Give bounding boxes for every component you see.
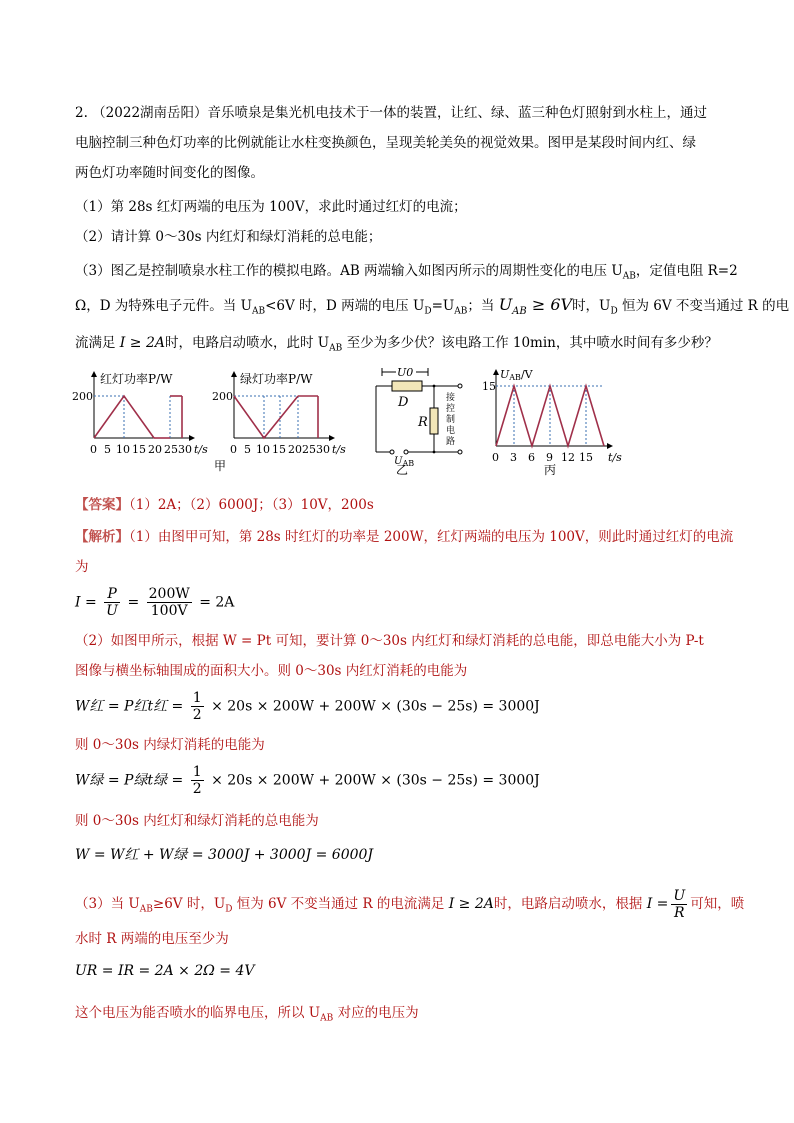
green-x-tick-30: 30 bbox=[316, 443, 330, 456]
analysis-tag: 【解析】 bbox=[75, 529, 129, 545]
green-x-tick-15: 15 bbox=[272, 443, 286, 456]
bing-x-tick-12: 12 bbox=[561, 451, 575, 464]
question-part-3-line-2: Ω，D 为特殊电子元件。当 $U_{AB}<6V$ 时，D 两端的电压 $U_D=U_{AB}$；当 $U_{AB} \ge 6V$时，$U_D$ 恒为 6V 不变当通过 R 的电 bbox=[75, 295, 790, 318]
equation-resistor-voltage: UR = IR = 2A × 2Ω = 4V bbox=[75, 963, 255, 979]
bing-y-title: UAB/V bbox=[500, 368, 533, 382]
analysis-line-2: 为 bbox=[75, 559, 89, 575]
figure-jia-label: 甲 bbox=[214, 459, 227, 473]
red-power-graph bbox=[72, 371, 208, 456]
analysis-part-2-line-4: 则 0～30s 内红灯和绿灯消耗的总电能为 bbox=[75, 813, 319, 829]
figure-bing-label: 丙 bbox=[544, 463, 557, 476]
bing-x-tick-0: 0 bbox=[492, 451, 499, 464]
bing-x-unit: t/s bbox=[608, 451, 622, 464]
red-x-tick-20: 20 bbox=[148, 443, 162, 456]
question-part-3-line-3: 流满足 I ≥ 2A时，电路启动喷水，此时 $U_{AB}$ 至少为多少伏？该电路工作 10min，其中喷水时间有多少秒？ bbox=[75, 335, 718, 354]
analysis-part-2-line-3: 则 0～30s 内绿灯消耗的电能为 bbox=[75, 737, 265, 753]
question-part-3-line-1: （3）图乙是控制喷泉水柱工作的模拟电路。AB 两端输入如图丙所示的周期性变化的电压 $U_{AB}$，定值电阻 R=2 bbox=[75, 263, 738, 282]
bing-x-tick-15: 15 bbox=[579, 451, 593, 464]
question-line-3: 两色灯功率随时间变化的图像。 bbox=[75, 165, 264, 181]
bing-x-tick-3: 3 bbox=[510, 451, 517, 464]
bing-x-tick-9: 9 bbox=[546, 451, 553, 464]
sub-ab: AB bbox=[251, 306, 266, 317]
green-graph-title: 绿灯功率P/W bbox=[240, 372, 313, 386]
answer-tag: 【答案】 bbox=[75, 497, 129, 513]
answer-text: （1）2A；（2）6000J；（3）10V，200s bbox=[129, 497, 374, 513]
svg-text:控: 控 bbox=[446, 404, 456, 414]
d-label: D bbox=[398, 395, 409, 410]
analysis-part-2-line-2: 图像与横坐标轴围成的面积大小。则 0～30s 内红灯消耗的电能为 bbox=[75, 663, 468, 679]
green-x-tick-20: 20 bbox=[288, 443, 302, 456]
svg-text:制: 制 bbox=[446, 415, 456, 425]
uab-label: $U_{AB}$ bbox=[394, 456, 415, 468]
d-component bbox=[392, 381, 422, 391]
figure-jia bbox=[68, 368, 358, 476]
answer-line bbox=[75, 496, 374, 514]
red-x-tick-25: 25 bbox=[164, 443, 178, 456]
green-x-tick-10: 10 bbox=[256, 443, 270, 456]
svg-text:电: 电 bbox=[446, 426, 456, 436]
green-x-tick-25: 25 bbox=[302, 443, 316, 456]
figure-bing bbox=[482, 366, 632, 476]
svg-text:接: 接 bbox=[446, 393, 456, 403]
analysis-part-3-line-2: 水时 R 两端的电压至少为 bbox=[75, 931, 229, 947]
equation-current: I = $\frac{P}{U}$ = $\frac{200W}{100V}$ = 2A bbox=[75, 586, 235, 619]
control-circuit-label bbox=[446, 391, 455, 447]
analysis-part-3-line-1: （3）当 $U_{AB}\ge 6V$ 时，$U_D$ 恒为 6V 不变当通过 R 的电流满足 I ≥ 2A时，电路启动喷水，根据 I = $\frac{U}{R}$ 可知，喷 bbox=[75, 888, 745, 921]
r-label: R bbox=[418, 415, 428, 430]
analysis-part-3-line-3: 这个电压为能否喷水的临界电压，所以 $U_{AB}$ 对应的电压为 bbox=[75, 1005, 419, 1024]
red-x-tick-30: 30 bbox=[178, 443, 192, 456]
red-y-tick: 200 bbox=[72, 390, 93, 403]
red-x-tick-10: 10 bbox=[116, 443, 130, 456]
bing-x-tick-6: 6 bbox=[528, 451, 535, 464]
question-line-1: 2. （2022湖南岳阳）音乐喷泉是集光机电技术于一体的装置，让红、绿、蓝三种色灯照射到水柱上，通过 bbox=[75, 105, 708, 121]
r-component bbox=[430, 408, 438, 434]
svg-text:路: 路 bbox=[446, 437, 456, 447]
green-power-graph bbox=[212, 371, 346, 456]
green-x-unit: t/s bbox=[332, 443, 346, 456]
red-x-unit: t/s bbox=[194, 443, 208, 456]
bing-y-tick: 15 bbox=[482, 380, 496, 393]
equation-red-energy: W红 = P红t红 = $\frac{1}{2}$ × 20s × 200W + 200W × (30s − 25s) = 3000J bbox=[75, 690, 540, 723]
u0-label: U0 bbox=[397, 366, 414, 379]
analysis-part-2-line-1: （2）如图甲所示，根据 W = Pt 可知，要计算 0～30s 内红灯和绿灯消耗的总电能，即总电能大小为 P-t bbox=[75, 633, 704, 649]
question-part-1: （1）第 28s 红灯两端的电压为 100V，求此时通过红灯的电流； bbox=[75, 199, 467, 215]
question-line-2: 电脑控制三种色灯功率的比例就能让水柱变换颜色，呈现美轮美奂的视觉效果。图甲是某段时间内红、绿 bbox=[75, 135, 696, 151]
figure-yi-label: 乙 bbox=[396, 463, 409, 476]
figure-yi bbox=[366, 364, 476, 476]
green-y-tick: 200 bbox=[212, 390, 233, 403]
red-x-tick-0: 0 bbox=[90, 443, 97, 456]
question-part-2: （2）请计算 0～30s 内红灯和绿灯消耗的总电能； bbox=[75, 229, 382, 245]
red-graph-title: 红灯功率P/W bbox=[100, 372, 173, 386]
green-x-tick-5: 5 bbox=[244, 443, 251, 456]
equation-green-energy: W绿 = P绿t绿 = $\frac{1}{2}$ × 20s × 200W + 200W × (30s − 25s) = 3000J bbox=[75, 764, 540, 797]
red-x-tick-15: 15 bbox=[132, 443, 146, 456]
green-x-tick-0: 0 bbox=[230, 443, 237, 456]
analysis-line-1: 【解析】（1）由图甲可知，第 28s 时红灯的功率是 200W，红灯两端的电压为 100V，则此时通过红灯的电流 bbox=[75, 529, 734, 545]
red-x-tick-5: 5 bbox=[104, 443, 111, 456]
equation-total-energy: W = W红 + W绿 = 3000J + 3000J = 6000J bbox=[75, 847, 374, 863]
